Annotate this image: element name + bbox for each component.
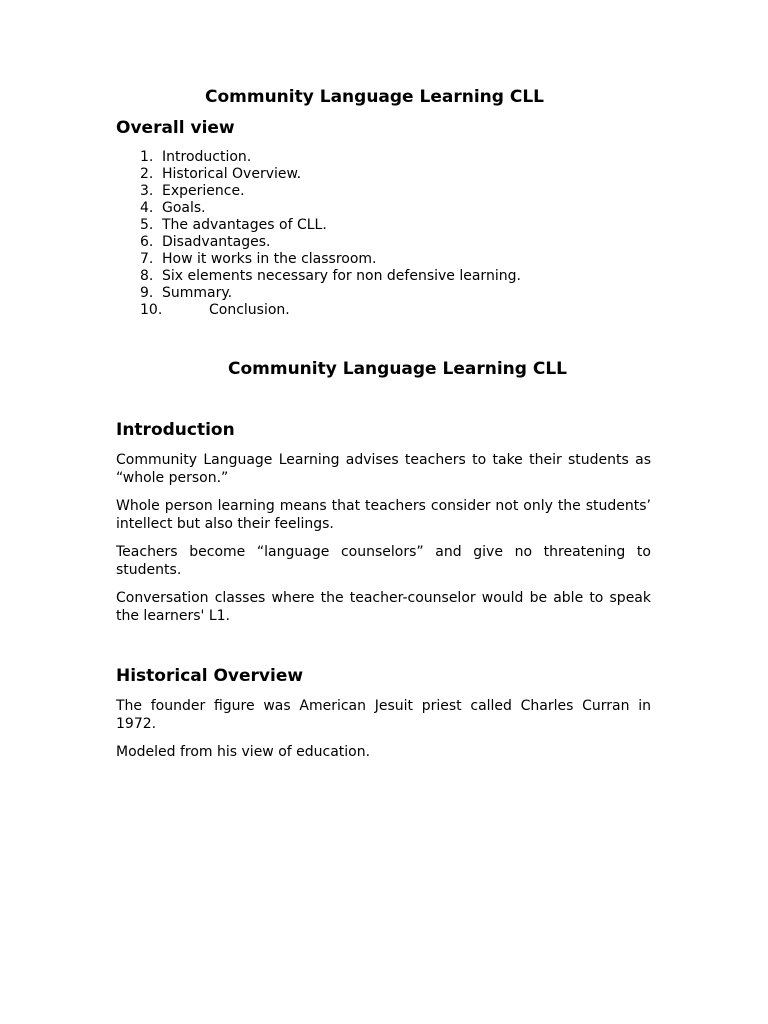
list-item-text: The advantages of CLL.	[162, 217, 327, 233]
list-item	[140, 166, 521, 183]
introduction-paragraph: Teachers become “language counselors” and give no threatening to students.	[116, 544, 651, 578]
section-title: Community Language Learning CLL	[228, 359, 567, 379]
list-item-number: 1.	[140, 149, 154, 165]
list-item-text: Disadvantages.	[162, 234, 271, 250]
list-item-number: 10.	[140, 302, 163, 318]
historical-overview-heading: Historical Overview	[116, 666, 304, 686]
list-item-number: 8.	[140, 268, 154, 284]
list-item	[140, 200, 521, 217]
historical-overview-paragraph: Modeled from his view of education.	[116, 744, 371, 760]
list-item-number: 6.	[140, 234, 154, 250]
introduction-paragraph: Whole person learning means that teachers consider not only the students’ intellect but also their feelings.	[116, 498, 651, 532]
list-item	[140, 251, 521, 268]
list-item-text: Experience.	[162, 183, 245, 199]
list-item-number: 7.	[140, 251, 154, 267]
list-item	[140, 234, 521, 251]
list-item	[140, 183, 521, 200]
list-item-text: Conclusion.	[209, 302, 290, 318]
list-item-text: Historical Overview.	[162, 166, 302, 182]
list-item-text: Introduction.	[162, 149, 252, 165]
list-item-text: Six elements necessary for non defensive learning.	[162, 268, 521, 284]
list-item-number: 2.	[140, 166, 154, 182]
introduction-paragraph: Community Language Learning advises teachers to take their students as “whole person.”	[116, 452, 651, 486]
introduction-paragraph: Conversation classes where the teacher-counselor would be able to speak the learners' L1.	[116, 590, 651, 624]
list-item-text: Summary.	[162, 285, 233, 301]
list-item-number: 3.	[140, 183, 154, 199]
list-item	[140, 285, 521, 302]
list-item-number: 4.	[140, 200, 154, 216]
list-item	[140, 149, 521, 166]
overall-view-heading: Overall view	[116, 118, 235, 138]
introduction-heading: Introduction	[116, 420, 235, 440]
list-item	[140, 302, 521, 319]
overview-list	[140, 149, 521, 319]
historical-overview-paragraph: The founder figure was American Jesuit priest called Charles Curran in 1972.	[116, 698, 651, 732]
list-item-number: 5.	[140, 217, 154, 233]
list-item	[140, 217, 521, 234]
list-item-text: Goals.	[162, 200, 206, 216]
document-title: Community Language Learning CLL	[205, 87, 544, 107]
list-item-text: How it works in the classroom.	[162, 251, 377, 267]
list-item	[140, 268, 521, 285]
list-item-number: 9.	[140, 285, 154, 301]
